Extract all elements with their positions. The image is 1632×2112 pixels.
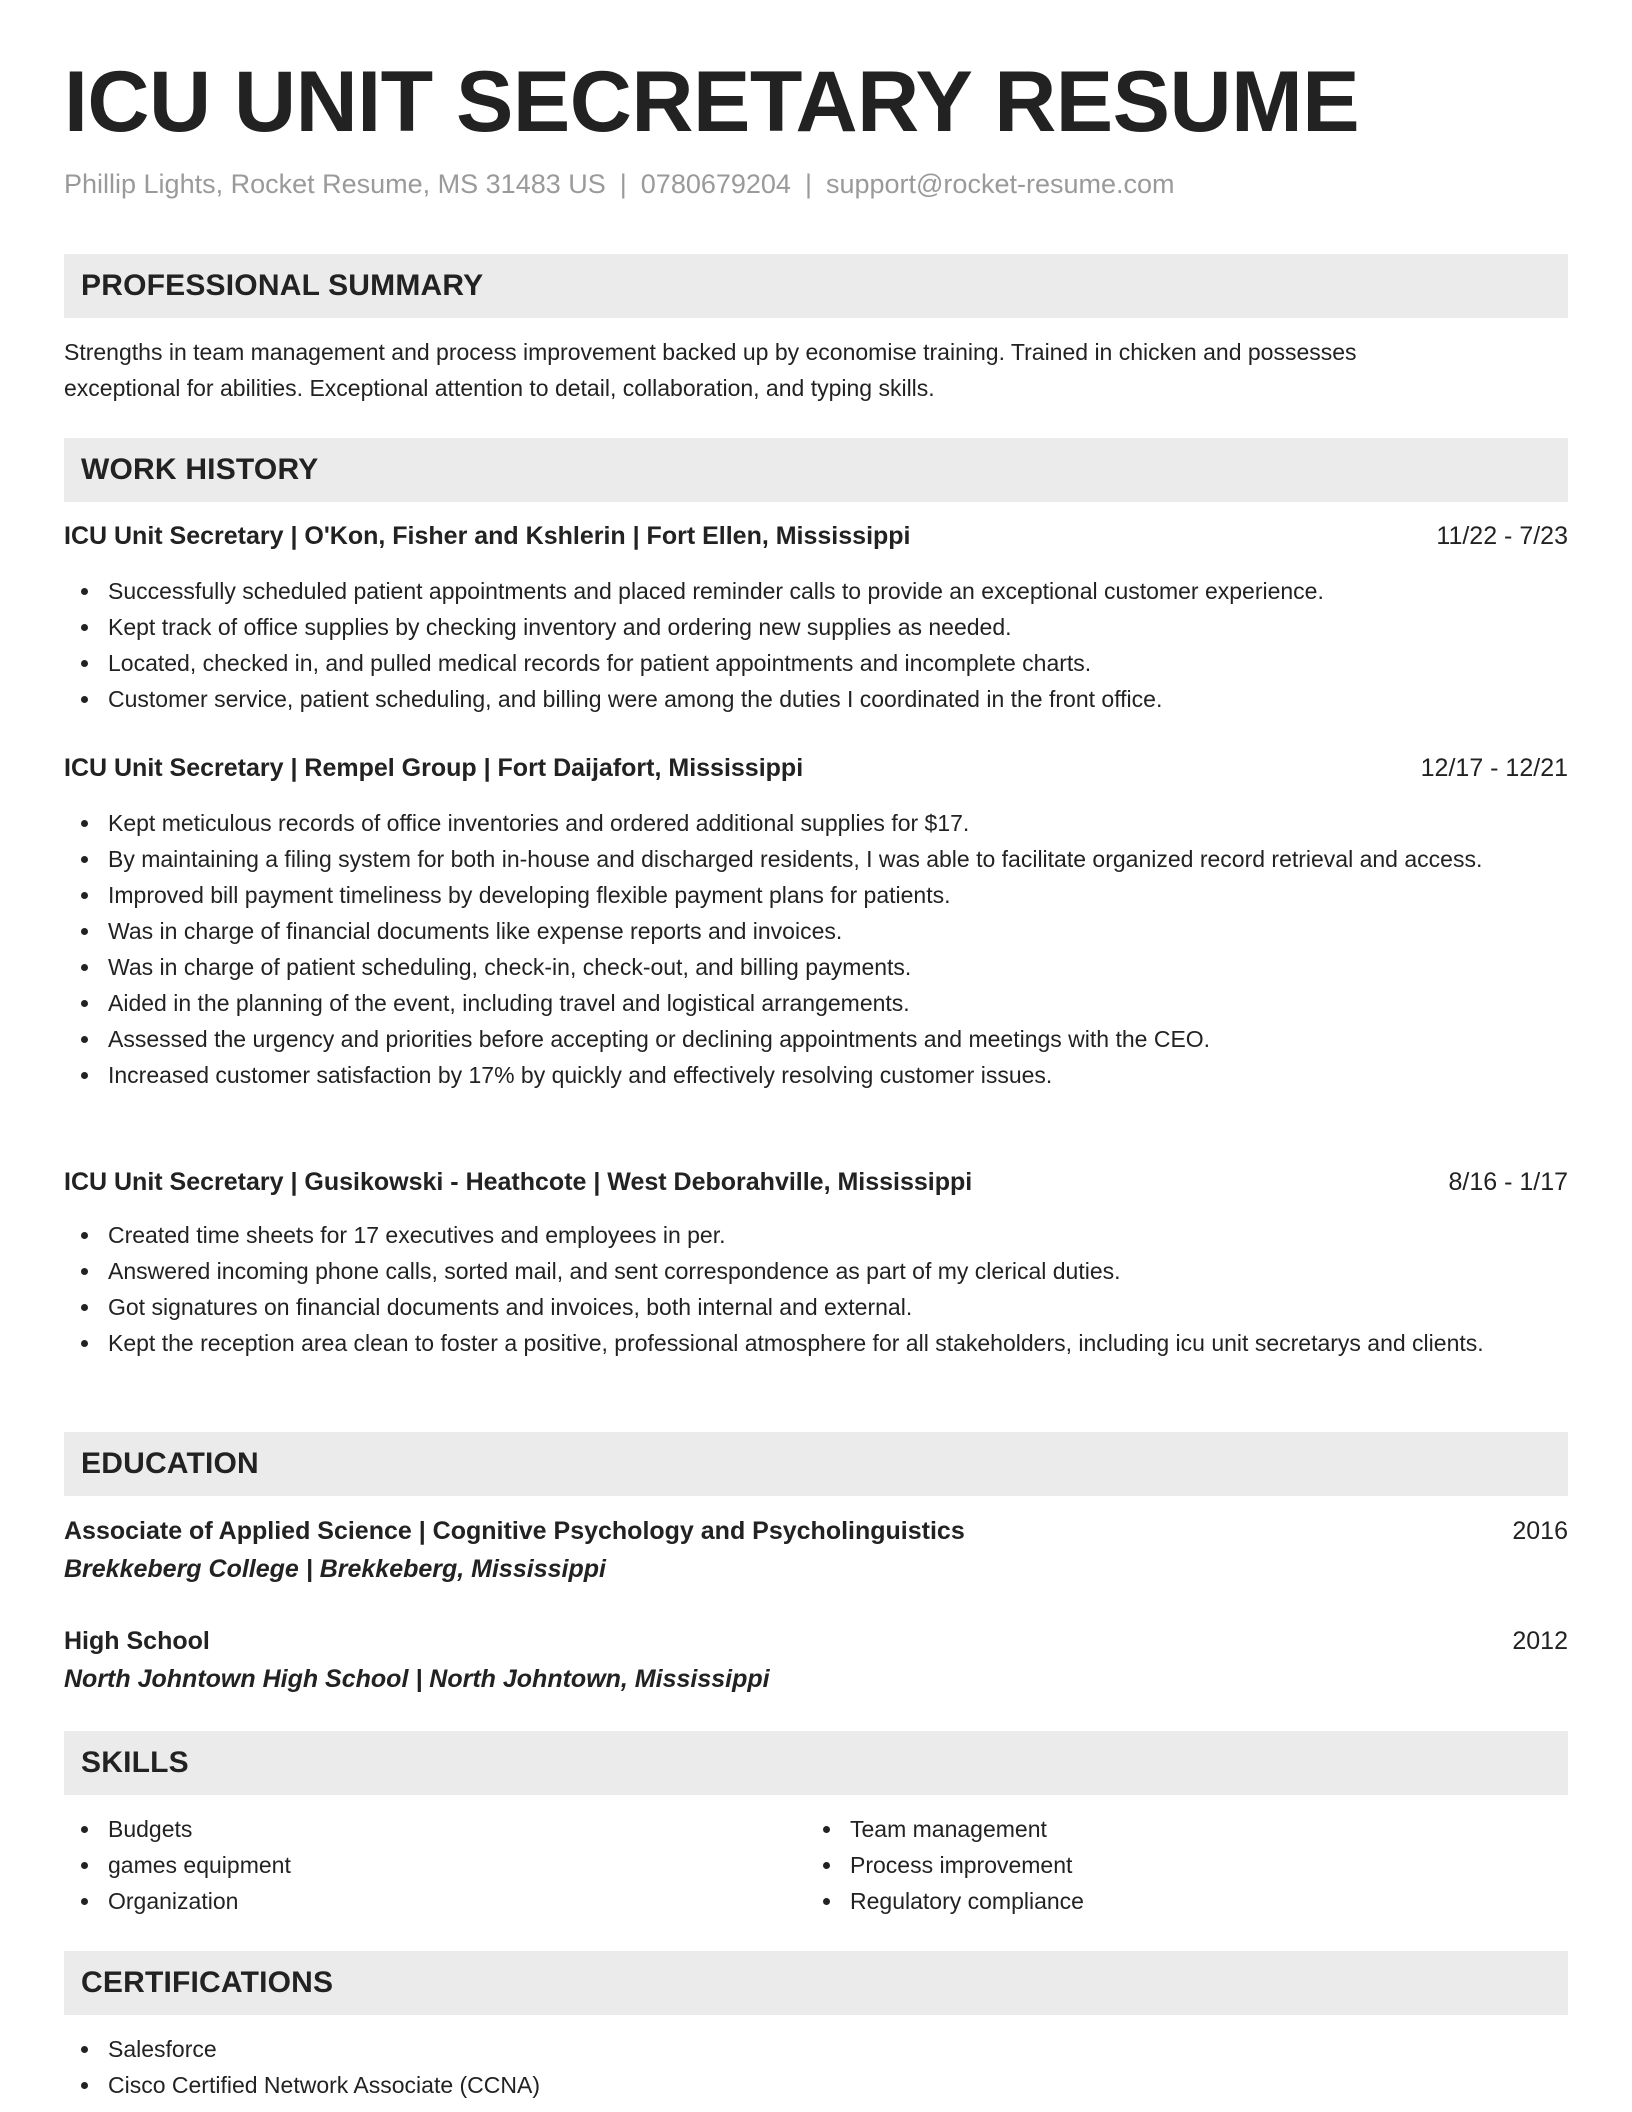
contact-phone[interactable]: 0780679204 [640, 169, 791, 199]
summary-line: Strengths in team management and process improvement backed up by economise training. Trained in chicken and possesses [64, 339, 1357, 365]
graduation-year: 2016 [1512, 1517, 1568, 1545]
certifications-section-header [64, 1951, 1568, 2015]
graduation-year: 2012 [1512, 1627, 1568, 1655]
contact-separator: | [804, 169, 812, 199]
degree-title: Associate of Applied Science | Cognitive Psychology and Psycholinguistics [64, 1517, 965, 1545]
job-bullets [64, 573, 1568, 717]
skills-list-left [64, 1811, 764, 1919]
job-bullets [64, 1217, 1568, 1361]
certification-item: Salesforce [64, 2031, 1568, 2067]
job-bullet: Improved bill payment timeliness by developing flexible payment plans for patients. [64, 877, 1568, 913]
contact-separator: | [619, 169, 627, 199]
job-bullet: Increased customer satisfaction by 17% by quickly and effectively resolving customer issues. [64, 1057, 1568, 1093]
job-bullet: Created time sheets for 17 executives and employees in per. [64, 1217, 1568, 1253]
section-heading: EDUCATION [81, 1447, 259, 1480]
job-bullet: Got signatures on financial documents and invoices, both internal and external. [64, 1289, 1568, 1325]
contact-email[interactable]: support@rocket-resume.com [825, 169, 1175, 199]
job-bullet: By maintaining a filing system for both in-house and discharged residents, I was able to facilitate organized record retrieval and access. [64, 841, 1568, 877]
job-dates: 8/16 - 1/17 [1448, 1168, 1568, 1196]
job-header [64, 518, 1568, 554]
school-name: Brekkeberg College | Brekkeberg, Mississippi [64, 1555, 606, 1583]
resume-title: ICU UNIT SECRETARY RESUME [64, 54, 1360, 150]
job-bullet: Kept track of office supplies by checking inventory and ordering new supplies as needed. [64, 609, 1568, 645]
education-entry-header [64, 1623, 1568, 1659]
section-heading: SKILLS [81, 1746, 189, 1779]
skill-item: Process improvement [806, 1847, 1506, 1883]
skills-section-header [64, 1731, 1568, 1795]
skill-item: Organization [64, 1883, 764, 1919]
job-dates: 12/17 - 12/21 [1420, 754, 1568, 782]
contact-address: Phillip Lights, Rocket Resume, MS 31483 US [64, 169, 606, 199]
job-header [64, 750, 1568, 786]
section-heading: CERTIFICATIONS [81, 1966, 334, 1999]
job-title: ICU Unit Secretary | Rempel Group | Fort Daijafort, Mississippi [64, 754, 804, 782]
skill-item: games equipment [64, 1847, 764, 1883]
contact-line [64, 166, 1175, 202]
skill-item: Team management [806, 1811, 1506, 1847]
summary-text [64, 334, 1568, 406]
job-header [64, 1164, 1568, 1200]
job-bullet: Successfully scheduled patient appointments and placed reminder calls to provide an exceptional customer experience. [64, 573, 1568, 609]
section-heading: PROFESSIONAL SUMMARY [81, 269, 484, 302]
job-bullet: Was in charge of financial documents like expense reports and invoices. [64, 913, 1568, 949]
certifications-list [64, 2031, 1568, 2103]
education-entry-header [64, 1513, 1568, 1549]
certification-item: Cisco Certified Network Associate (CCNA) [64, 2067, 1568, 2103]
job-bullet: Customer service, patient scheduling, and billing were among the duties I coordinated in the front office. [64, 681, 1568, 717]
job-bullet: Answered incoming phone calls, sorted mail, and sent correspondence as part of my clerical duties. [64, 1253, 1568, 1289]
skill-item: Regulatory compliance [806, 1883, 1506, 1919]
job-dates: 11/22 - 7/23 [1436, 522, 1568, 550]
job-bullet: Kept meticulous records of office inventories and ordered additional supplies for $17. [64, 805, 1568, 841]
section-heading: WORK HISTORY [81, 453, 319, 486]
education-section-header [64, 1432, 1568, 1496]
degree-title: High School [64, 1627, 210, 1655]
school-name: North Johntown High School | North Johntown, Mississippi [64, 1665, 770, 1693]
job-bullet: Aided in the planning of the event, including travel and logistical arrangements. [64, 985, 1568, 1021]
skill-item: Budgets [64, 1811, 764, 1847]
job-bullet: Was in charge of patient scheduling, check-in, check-out, and billing payments. [64, 949, 1568, 985]
work-section-header [64, 438, 1568, 502]
job-bullets [64, 805, 1568, 1093]
job-bullet: Assessed the urgency and priorities before accepting or declining appointments and meetings with the CEO. [64, 1021, 1568, 1057]
job-title: ICU Unit Secretary | Gusikowski - Heathcote | West Deborahville, Mississippi [64, 1168, 973, 1196]
summary-line: exceptional for abilities. Exceptional attention to detail, collaboration, and typing skills. [64, 375, 935, 401]
job-title: ICU Unit Secretary | O'Kon, Fisher and Kshlerin | Fort Ellen, Mississippi [64, 522, 911, 550]
summary-section-header [64, 254, 1568, 318]
skills-list-right [806, 1811, 1506, 1919]
job-bullet: Located, checked in, and pulled medical records for patient appointments and incomplete charts. [64, 645, 1568, 681]
job-bullet: Kept the reception area clean to foster a positive, professional atmosphere for all stakeholders, including icu unit secretarys and clients. [64, 1325, 1568, 1361]
